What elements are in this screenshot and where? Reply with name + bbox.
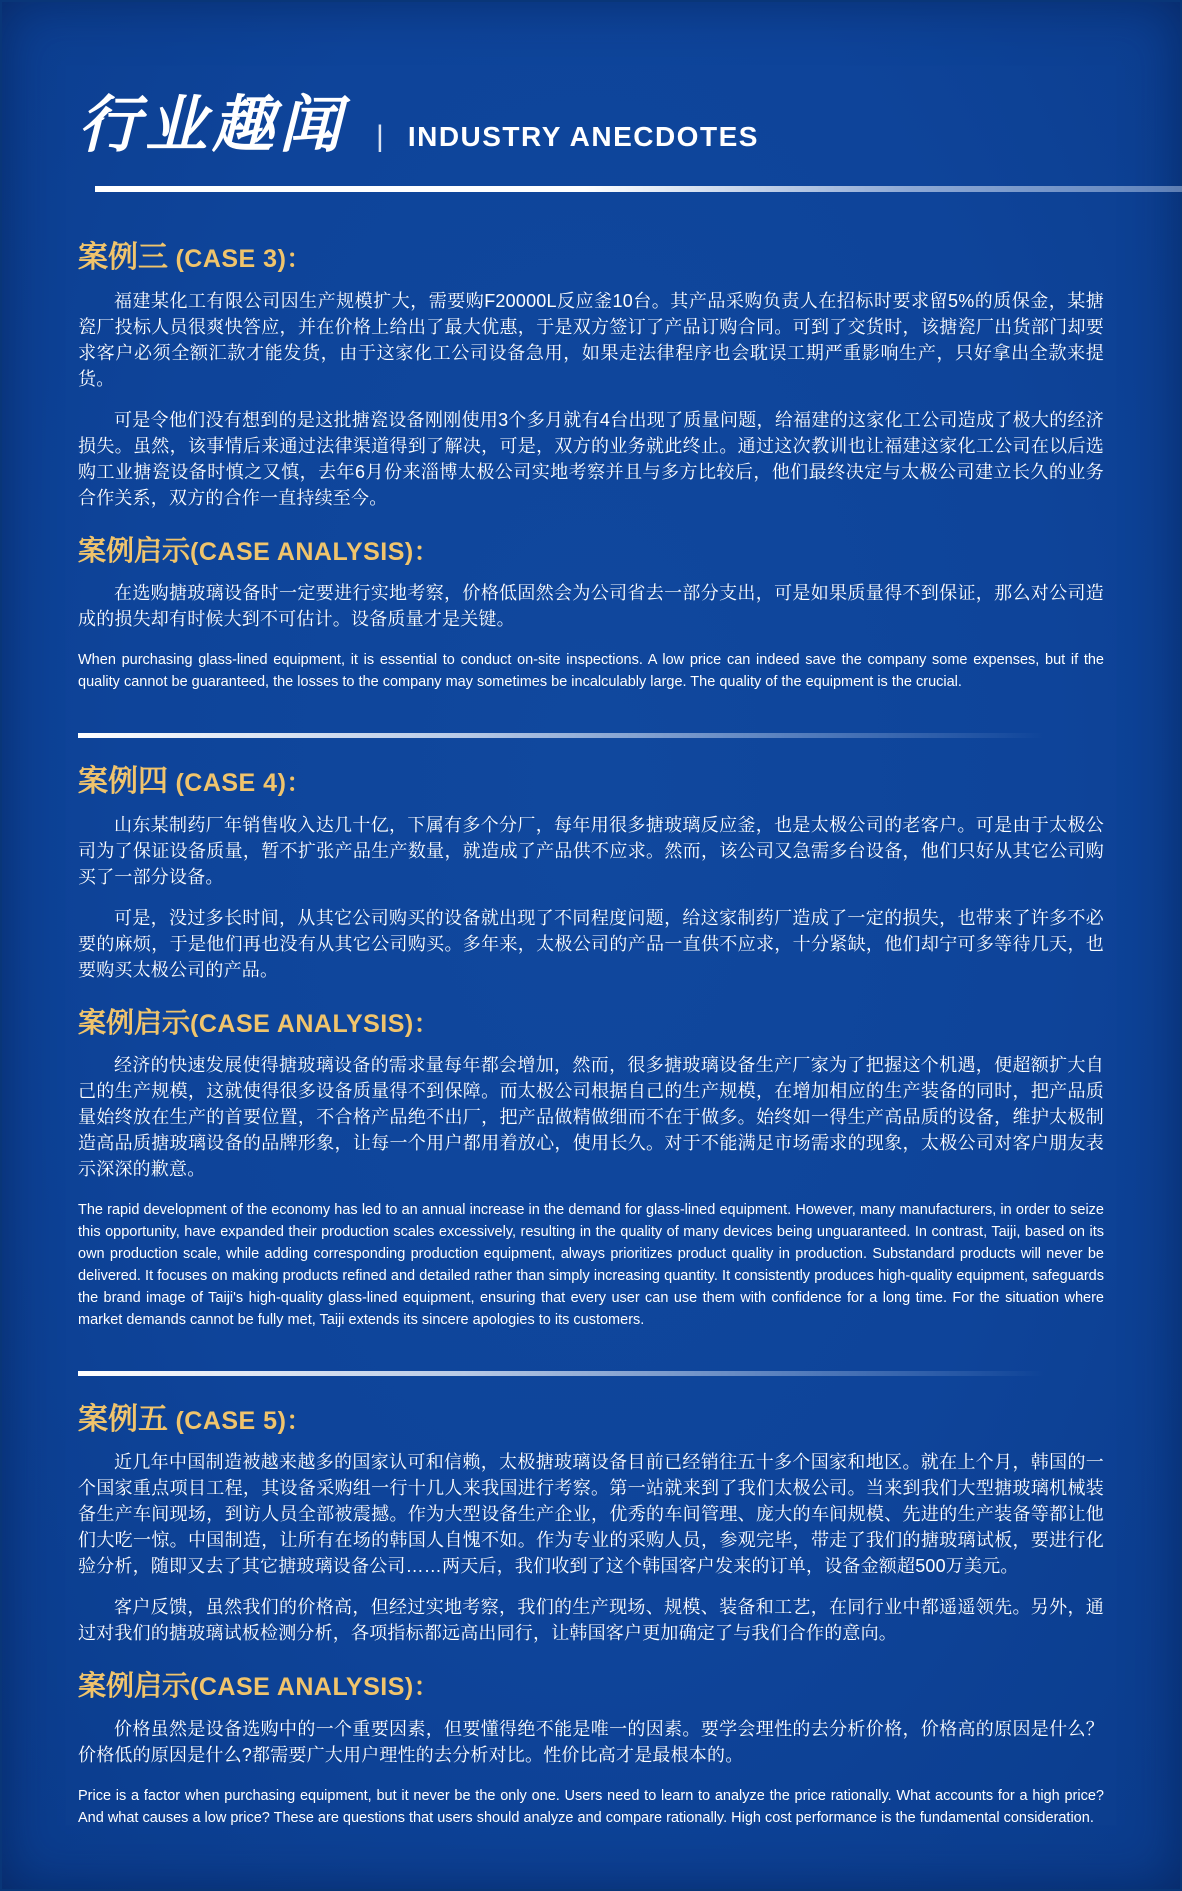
case-4-analysis-heading-en: (CASE ANALYSIS)： xyxy=(190,1009,440,1038)
page-content xyxy=(0,0,1182,160)
case-5-heading-zh: 案例五 xyxy=(78,1402,168,1436)
case-3-analysis-heading xyxy=(78,533,1104,569)
case-4-analysis-en: The rapid development of the economy has led to an annual increase in the demand for glass-lined equipment. However, many manufacturers, in order to seize this opportunity, have expanded their production scales excessively, resulting in the quality of many devices being unguaranteed. In contrast, Taiji, based on its own production scale, while adding corresponding production equipment, always prioritizes product quality in production. Substandard products will never be delivered. It focuses on making products refined and detailed rather than simply increasing quantity. It consistently produces high-quality equipment, safeguards the brand image of Taiji's high-quality glass-lined equipment, ensuring that every user can use them with confidence for a long time. For the situation where market demands cannot be fully met, Taiji extends its sincere apologies to its customers. xyxy=(78,1201,1104,1328)
section-divider xyxy=(78,733,1044,738)
case-5-paragraph-2: 客户反馈，虽然我们的价格高，但经过实地考察，我们的生产现场、规模、装备和工艺，在同行业中都遥遥领先。另外，通过对我们的搪玻璃试板检测分析，各项指标都远高出同行，让韩国客户更加确定了与我们合作的意向。 xyxy=(78,1597,1104,1644)
case-4-analysis-zh: 经济的快速发展使得搪玻璃设备的需求量每年都会增加，然而，很多搪玻璃设备生产厂家为了把握这个机遇，便超额扩大自己的生产规模，这就使得很多设备质量得不到保障。而太极公司根据自己的生产规模，在增加相应的生产装备的同时，把产品质量始终放在生产的首要位置，不合格产品绝不出厂，把产品做精做细而不在于做多。始终如一得生产高品质的设备，维护太极制造高品质搪玻璃设备的品牌形象，让每一个用户都用着放心，使用长久。对于不能满足市场需求的现象，太极公司对客户朋友表示深深的歉意。 xyxy=(78,1054,1104,1179)
case-3-heading-zh: 案例三 xyxy=(78,241,168,275)
title-separator: | xyxy=(376,120,384,153)
case-5-analysis-heading-zh: 案例启示 xyxy=(78,1670,191,1702)
case-3-analysis-heading-en: (CASE ANALYSIS)： xyxy=(190,537,440,566)
case-3-analysis-heading-zh: 案例启示 xyxy=(78,534,191,566)
case-5-paragraph-1: 近几年中国制造被越来越多的国家认可和信赖，太极搪玻璃设备目前已经销往五十多个国家和地区。就在上个月，韩国的一个国家重点项目工程，其设备采购组一行十几人来我国进行考察。第一站就来到了我们太极公司。当来到我们大型搪玻璃机械装备生产车间现场，到访人员全部被震撼。作为大型设备生产企业，优秀的车间管理、庞大的车间规模、先进的生产装备等都让他们大吃一惊。中国制造，让所有在场的韩国人自愧不如。作为专业的采购人员，参观完毕，带走了我们的搪玻璃试板，要进行化验分析，随即又去了其它搪玻璃设备公司……两天后，我们收到了这个韩国客户发来的订单，设备金额超500万美元。 xyxy=(78,1452,1104,1577)
case-3-paragraph-2: 可是令他们没有想到的是这批搪瓷设备刚刚使用3个多月就有4台出现了质量问题，给福建的这家化工公司造成了极大的经济损失。虽然，该事情后来通过法律渠道得到了解决，可是，双方的业务就此终止。通过这次教训也让福建这家化工公司在以后选购工业搪瓷设备时慎之又慎，去年6月份来淄博太极公司实地考察并且与多方比较后，他们最终决定与太极公司建立长久的业务合作关系，双方的合作一直持续至今。 xyxy=(78,409,1104,508)
case-3-analysis-en: When purchasing glass-lined equipment, it is essential to conduct on-site inspections. A low price can indeed save the company some expenses, but if the quality cannot be guaranteed, the losses to the company may sometimes be incalculably large. The quality of the equipment is the crucial. xyxy=(78,652,1104,691)
case-5-analysis-heading-en: (CASE ANALYSIS)： xyxy=(190,1673,440,1702)
page-header xyxy=(78,0,1104,160)
case-4-paragraph-2: 可是，没过多长时间，从其它公司购买的设备就出现了不同程度问题，给这家制药厂造成了一定的损失，也带来了许多不必要的麻烦，于是他们再也没有从其它公司购买。多年来，太极公司的产品一直供不应求，十分紧缺，他们却宁可多等待几天，也要购买太极公司的产品。 xyxy=(78,907,1104,980)
case-4-heading-en: (CASE 4)： xyxy=(168,769,312,798)
case-4-paragraph-1: 山东某制药厂年销售收入达几十亿，下属有多个分厂，每年用很多搪玻璃反应釜，也是太极公司的老客户。可是由于太极公司为了保证设备质量，暂不扩张产品生产数量，就造成了产品供不应求。然而，该公司又急需多台设备，他们只好从其它公司购买了一部分设备。 xyxy=(78,814,1104,887)
case-4-heading xyxy=(78,762,1104,803)
case-4-analysis-heading xyxy=(78,1005,1104,1041)
case-3-heading-en: (CASE 3)： xyxy=(168,245,312,274)
case-3-paragraph-1: 福建某化工有限公司因生产规模扩大，需要购F20000L反应釜10台。其产品采购负责人在招标时要求留5%的质保金，某搪瓷厂投标人员很爽快答应，并在价格上给出了最大优惠，于是双方签订了产品订购合同。可到了交货时，该搪瓷厂出货部门却要求客户必须全额汇款才能发货，由于这家化工公司设备急用，如果走法律程序也会耽误工期严重影响生产，只好拿出全款来提货。 xyxy=(78,290,1104,389)
section-case-5 xyxy=(78,1400,1104,1829)
section-case-3 xyxy=(78,238,1104,738)
header-rule xyxy=(95,186,1182,192)
page-title-en: INDUSTRY ANECDOTES xyxy=(407,121,759,152)
section-divider xyxy=(78,1371,1044,1376)
section-case-4 xyxy=(78,762,1104,1376)
sections-container xyxy=(0,238,1182,1829)
case-4-analysis-heading-zh: 案例启示 xyxy=(78,1006,191,1038)
case-5-heading-en: (CASE 5)： xyxy=(168,1406,312,1435)
case-4-heading-zh: 案例四 xyxy=(78,765,168,799)
case-5-analysis-heading xyxy=(78,1668,1104,1704)
page-title-zh: 行业趣闻 xyxy=(78,91,347,160)
case-5-analysis-zh: 价格虽然是设备选购中的一个重要因素，但要懂得绝不能是唯一的因素。要学会理性的去分析价格，价格高的原因是什么？价格低的原因是什么?都需要广大用户理性的去分析对比。性价比高才是最根本的。 xyxy=(78,1718,1104,1765)
case-5-analysis-en: Price is a factor when purchasing equipment, but it never be the only one. Users need to learn to analyze the price rationally. What accounts for a high price? And what causes a low price? These are questions that users should analyze and compare rationally. High cost performance is the fundamental consideration. xyxy=(78,1787,1104,1826)
case-3-analysis-zh: 在选购搪玻璃设备时一定要进行实地考察，价格低固然会为公司省去一部分支出，可是如果质量得不到保证，那么对公司造成的损失却有时候大到不可估计。设备质量才是关键。 xyxy=(78,583,1104,630)
case-3-heading xyxy=(78,238,1104,279)
case-5-heading xyxy=(78,1400,1104,1441)
